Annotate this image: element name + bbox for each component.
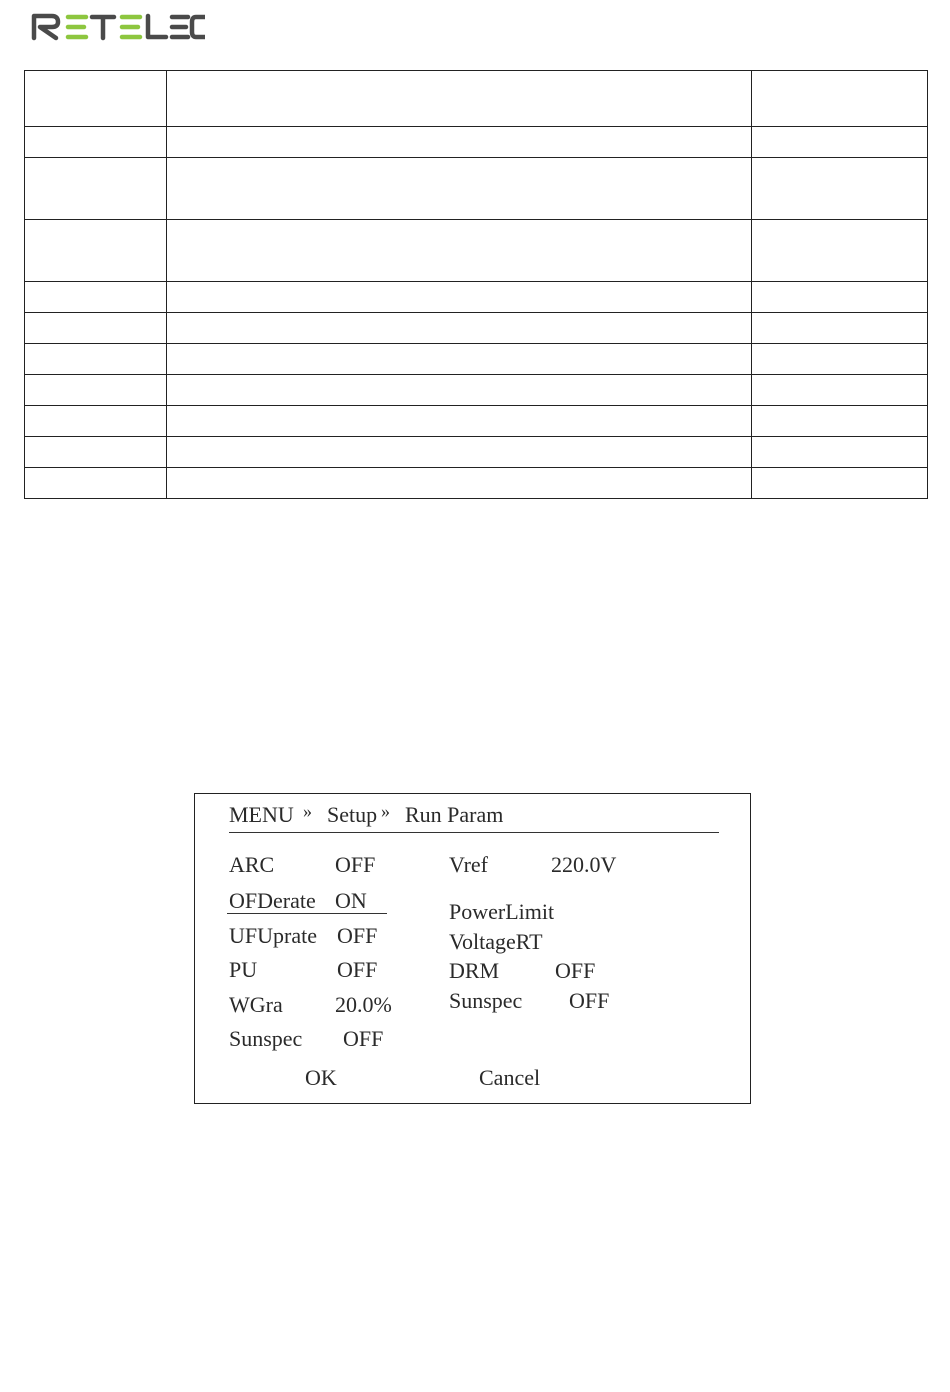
table-cell [752, 220, 928, 282]
param-value-drm[interactable]: OFF [555, 958, 596, 983]
table-row [25, 127, 928, 158]
breadcrumb-divider [229, 832, 719, 833]
param-label-wgra: WGra [229, 992, 283, 1017]
breadcrumb-menu[interactable]: MENU [229, 802, 294, 827]
param-label-ofderate: OFDerate [229, 888, 316, 913]
table-cell [167, 437, 752, 468]
breadcrumb-page: Run Param [405, 802, 504, 827]
table-row [25, 437, 928, 468]
table-cell [167, 375, 752, 406]
param-label-sunspec-right: Sunspec [449, 988, 523, 1013]
param-value-sunspec[interactable]: OFF [343, 1026, 384, 1051]
table-cell [25, 127, 167, 158]
table-cell [752, 313, 928, 344]
param-label-sunspec: Sunspec [229, 1026, 303, 1051]
table-cell [25, 437, 167, 468]
table-header-row [25, 71, 928, 127]
table-cell [167, 127, 752, 158]
table-cell [25, 71, 167, 127]
table-row [25, 375, 928, 406]
table-row [25, 468, 928, 499]
table-cell [25, 313, 167, 344]
selection-underline [227, 913, 387, 914]
table-cell [167, 468, 752, 499]
breadcrumb-separator: » [381, 801, 390, 821]
table-cell [167, 220, 752, 282]
param-value-pu[interactable]: OFF [337, 957, 378, 982]
table-cell [25, 375, 167, 406]
table-row [25, 220, 928, 282]
table-cell [25, 468, 167, 499]
table-cell [752, 468, 928, 499]
table-row [25, 406, 928, 437]
table-cell [167, 406, 752, 437]
breadcrumb-setup[interactable]: Setup [327, 802, 378, 827]
table-cell [167, 344, 752, 375]
table-cell [25, 406, 167, 437]
run-param-screen [194, 793, 751, 1104]
table-row [25, 344, 928, 375]
table-cell [752, 127, 928, 158]
table-cell [25, 282, 167, 313]
param-label-ufuprate: UFUprate [229, 923, 317, 948]
retelec-logo-mark [30, 8, 205, 44]
param-value-arc[interactable]: OFF [335, 852, 376, 877]
table-cell [167, 158, 752, 220]
param-value-sunspec-right[interactable]: OFF [569, 988, 610, 1013]
param-value-ufuprate[interactable]: OFF [337, 923, 378, 948]
param-label-arc: ARC [229, 852, 275, 877]
table-row [25, 158, 928, 220]
param-value-ofderate[interactable]: ON [335, 888, 367, 913]
param-label-voltagert[interactable]: VoltageRT [449, 929, 543, 954]
table-cell [752, 375, 928, 406]
table-cell [752, 406, 928, 437]
retelec-logo [30, 8, 205, 44]
table-cell [25, 158, 167, 220]
table-row [25, 282, 928, 313]
param-label-powerlimit[interactable]: PowerLimit [449, 899, 555, 924]
parameter-table [24, 70, 928, 499]
table-cell [752, 71, 928, 127]
table-cell [25, 344, 167, 375]
ok-button[interactable]: OK [305, 1065, 337, 1090]
table-cell [752, 282, 928, 313]
param-label-vref: Vref [449, 852, 488, 877]
table-cell [752, 158, 928, 220]
param-value-wgra[interactable]: 20.0% [335, 992, 392, 1017]
table-cell [25, 220, 167, 282]
table-row [25, 313, 928, 344]
table-cell [167, 282, 752, 313]
table-cell [752, 344, 928, 375]
cancel-button[interactable]: Cancel [479, 1065, 541, 1090]
table-cell [167, 313, 752, 344]
table-cell [167, 71, 752, 127]
param-label-pu: PU [229, 957, 258, 982]
breadcrumb-separator: » [303, 801, 312, 821]
param-label-drm: DRM [449, 958, 500, 983]
table-cell [752, 437, 928, 468]
param-value-vref[interactable]: 220.0V [551, 852, 617, 877]
